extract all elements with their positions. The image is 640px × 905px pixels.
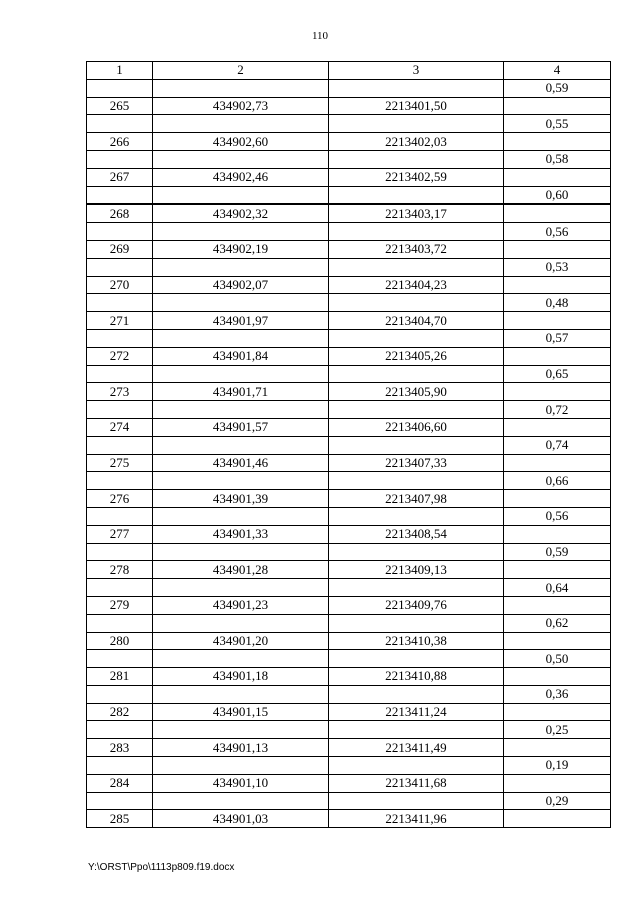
table-cell: 273 — [87, 383, 153, 401]
table-body — [87, 79, 611, 827]
table-cell: 267 — [87, 168, 153, 186]
table-cell — [153, 543, 329, 561]
table-cell: 279 — [87, 596, 153, 614]
table-cell — [153, 436, 329, 454]
table-cell: 0,60 — [504, 186, 611, 204]
table-cell — [87, 79, 153, 97]
table-cell — [87, 186, 153, 204]
table-cell: 434901,15 — [153, 703, 329, 721]
table-cell: 2213411,68 — [329, 774, 504, 792]
table-cell — [504, 739, 611, 757]
table-cell — [504, 703, 611, 721]
table-cell — [504, 168, 611, 186]
table-cell — [329, 543, 504, 561]
table-row — [87, 133, 611, 151]
table-cell — [153, 792, 329, 810]
table-cell: 2213403,17 — [329, 204, 504, 222]
table-cell — [329, 365, 504, 383]
table-cell — [329, 650, 504, 668]
table-cell: 2213404,70 — [329, 312, 504, 330]
table-row — [87, 757, 611, 775]
table-cell: 434901,33 — [153, 525, 329, 543]
table-cell — [504, 347, 611, 365]
table-cell: 434901,18 — [153, 668, 329, 686]
table-row — [87, 436, 611, 454]
table-row — [87, 632, 611, 650]
table-cell: 2213406,60 — [329, 418, 504, 436]
table-cell: 0,65 — [504, 365, 611, 383]
table-cell — [504, 312, 611, 330]
table-row — [87, 240, 611, 258]
table-cell: 265 — [87, 97, 153, 115]
column-header: 3 — [329, 62, 504, 80]
table-cell: 284 — [87, 774, 153, 792]
table-row — [87, 703, 611, 721]
table-cell — [87, 294, 153, 312]
table-row — [87, 79, 611, 97]
table-cell: 280 — [87, 632, 153, 650]
table-cell: 278 — [87, 561, 153, 579]
table-row — [87, 739, 611, 757]
table-row — [87, 650, 611, 668]
table-cell — [504, 418, 611, 436]
table-cell: 0,57 — [504, 329, 611, 347]
table-cell — [87, 472, 153, 490]
table-cell: 2213409,13 — [329, 561, 504, 579]
table-cell: 0,56 — [504, 507, 611, 525]
table-cell — [153, 507, 329, 525]
table-cell: 283 — [87, 739, 153, 757]
table-row — [87, 347, 611, 365]
table-cell — [329, 150, 504, 168]
table-cell — [87, 614, 153, 632]
table-cell: 274 — [87, 418, 153, 436]
table-cell: 434902,07 — [153, 276, 329, 294]
table-cell — [504, 204, 611, 222]
table-row — [87, 223, 611, 241]
table-cell: 282 — [87, 703, 153, 721]
table-cell — [504, 97, 611, 115]
table-cell: 434902,46 — [153, 168, 329, 186]
table-row — [87, 312, 611, 330]
table-cell: 268 — [87, 204, 153, 222]
table-cell — [329, 401, 504, 419]
table-cell — [87, 401, 153, 419]
table-row — [87, 258, 611, 276]
table-cell: 0,62 — [504, 614, 611, 632]
page-number: 110 — [311, 30, 329, 42]
table-cell: 434901,20 — [153, 632, 329, 650]
table-cell — [153, 294, 329, 312]
table-row — [87, 525, 611, 543]
table-cell — [329, 792, 504, 810]
table-cell: 2213405,26 — [329, 347, 504, 365]
table-row — [87, 97, 611, 115]
table-cell: 0,29 — [504, 792, 611, 810]
table-cell — [153, 79, 329, 97]
table-cell — [504, 133, 611, 151]
table-cell: 0,19 — [504, 757, 611, 775]
table-row — [87, 685, 611, 703]
table-cell: 272 — [87, 347, 153, 365]
table-cell: 2213411,49 — [329, 739, 504, 757]
table-cell: 2213405,90 — [329, 383, 504, 401]
table-cell: 0,58 — [504, 150, 611, 168]
table-cell: 434901,97 — [153, 312, 329, 330]
table-cell: 434902,19 — [153, 240, 329, 258]
table-row — [87, 150, 611, 168]
table-cell — [153, 115, 329, 133]
table-row — [87, 168, 611, 186]
table-cell: 2213409,76 — [329, 596, 504, 614]
table-cell — [153, 150, 329, 168]
table-row — [87, 204, 611, 222]
table-cell — [504, 561, 611, 579]
table-cell: 2213404,23 — [329, 276, 504, 294]
table-cell — [87, 223, 153, 241]
table-cell — [153, 579, 329, 597]
table-cell — [87, 543, 153, 561]
table-row — [87, 365, 611, 383]
table-row — [87, 418, 611, 436]
table-cell — [87, 721, 153, 739]
table-cell: 270 — [87, 276, 153, 294]
table-cell: 2213402,59 — [329, 168, 504, 186]
table-row — [87, 401, 611, 419]
table-row — [87, 490, 611, 508]
table-cell: 434901,71 — [153, 383, 329, 401]
table-cell: 434902,73 — [153, 97, 329, 115]
table-cell: 2213411,96 — [329, 810, 504, 828]
table-row — [87, 294, 611, 312]
table-cell — [87, 258, 153, 276]
table-cell: 285 — [87, 810, 153, 828]
table-cell — [153, 401, 329, 419]
table-cell — [329, 79, 504, 97]
table-cell: 0,48 — [504, 294, 611, 312]
table-cell: 434902,60 — [153, 133, 329, 151]
table-cell: 2213402,03 — [329, 133, 504, 151]
table-cell: 0,64 — [504, 579, 611, 597]
table-cell — [153, 721, 329, 739]
table-cell — [153, 614, 329, 632]
table-cell: 276 — [87, 490, 153, 508]
table-cell: 271 — [87, 312, 153, 330]
table-cell — [329, 472, 504, 490]
table-cell: 0,74 — [504, 436, 611, 454]
table-cell: 434901,46 — [153, 454, 329, 472]
table-cell — [504, 490, 611, 508]
column-header: 1 — [87, 62, 153, 80]
column-header: 4 — [504, 62, 611, 80]
table-cell — [153, 223, 329, 241]
table-row — [87, 668, 611, 686]
table-cell — [329, 685, 504, 703]
table-row — [87, 543, 611, 561]
table-cell: 0,50 — [504, 650, 611, 668]
column-header: 2 — [153, 62, 329, 80]
table-cell: 281 — [87, 668, 153, 686]
table-cell: 0,56 — [504, 223, 611, 241]
table-cell: 434901,13 — [153, 739, 329, 757]
table-cell: 434901,84 — [153, 347, 329, 365]
footer-file-path: Y:\ORST\Ppo\1113p809.f19.docx — [88, 862, 235, 873]
table-cell: 0,53 — [504, 258, 611, 276]
table-row — [87, 472, 611, 490]
table-cell — [329, 186, 504, 204]
table-cell: 434901,39 — [153, 490, 329, 508]
table-cell — [504, 774, 611, 792]
table-cell: 434901,57 — [153, 418, 329, 436]
table-cell — [504, 596, 611, 614]
table-cell: 2213401,50 — [329, 97, 504, 115]
table-cell — [329, 436, 504, 454]
table-cell — [87, 115, 153, 133]
table-cell — [153, 472, 329, 490]
table-row — [87, 792, 611, 810]
table-row — [87, 276, 611, 294]
table-cell — [153, 329, 329, 347]
table-row — [87, 507, 611, 525]
table-cell — [153, 186, 329, 204]
table-cell: 434901,10 — [153, 774, 329, 792]
table-cell: 2213408,54 — [329, 525, 504, 543]
table-row — [87, 329, 611, 347]
table-cell — [329, 294, 504, 312]
table-row — [87, 614, 611, 632]
table-cell: 0,66 — [504, 472, 611, 490]
table-cell — [153, 258, 329, 276]
table-cell — [153, 685, 329, 703]
table-cell — [504, 525, 611, 543]
table-cell — [329, 757, 504, 775]
table-cell: 0,59 — [504, 543, 611, 561]
table-cell — [87, 150, 153, 168]
table-cell: 275 — [87, 454, 153, 472]
table-cell: 0,25 — [504, 721, 611, 739]
table-cell: 2213403,72 — [329, 240, 504, 258]
table-cell: 2213410,88 — [329, 668, 504, 686]
table-cell: 0,55 — [504, 115, 611, 133]
table-cell — [329, 115, 504, 133]
table-cell — [329, 258, 504, 276]
table-cell — [87, 650, 153, 668]
table-row — [87, 596, 611, 614]
table-cell — [87, 365, 153, 383]
table-row — [87, 186, 611, 204]
table-cell: 277 — [87, 525, 153, 543]
table-cell — [87, 329, 153, 347]
table-cell: 2213410,38 — [329, 632, 504, 650]
table-cell — [153, 650, 329, 668]
table-cell — [504, 276, 611, 294]
table-cell — [87, 507, 153, 525]
table-row — [87, 810, 611, 828]
table-row — [87, 115, 611, 133]
table-cell — [504, 810, 611, 828]
table-cell: 434901,23 — [153, 596, 329, 614]
table-row — [87, 454, 611, 472]
table-cell — [329, 329, 504, 347]
table-cell — [153, 365, 329, 383]
table-cell — [87, 685, 153, 703]
table-cell: 434902,32 — [153, 204, 329, 222]
table-cell — [329, 223, 504, 241]
table-cell — [504, 240, 611, 258]
table-cell — [504, 632, 611, 650]
table-cell: 0,59 — [504, 79, 611, 97]
table-cell: 2213411,24 — [329, 703, 504, 721]
table-cell — [329, 579, 504, 597]
table-row — [87, 383, 611, 401]
table-cell — [87, 792, 153, 810]
table-row — [87, 721, 611, 739]
table-cell — [329, 721, 504, 739]
table-cell: 434901,28 — [153, 561, 329, 579]
table-cell — [504, 668, 611, 686]
table-cell: 0,36 — [504, 685, 611, 703]
table-cell — [153, 757, 329, 775]
table-cell: 0,72 — [504, 401, 611, 419]
table-cell: 2213407,98 — [329, 490, 504, 508]
table-cell — [329, 507, 504, 525]
table-cell: 269 — [87, 240, 153, 258]
table-cell — [504, 454, 611, 472]
table-cell: 2213407,33 — [329, 454, 504, 472]
table-row — [87, 579, 611, 597]
table-cell — [329, 614, 504, 632]
table-cell — [87, 579, 153, 597]
table-header-row — [87, 62, 611, 80]
table-cell — [87, 757, 153, 775]
table-cell: 266 — [87, 133, 153, 151]
table-cell — [504, 383, 611, 401]
table-row — [87, 561, 611, 579]
table-row — [87, 774, 611, 792]
table-cell — [87, 436, 153, 454]
table-cell: 434901,03 — [153, 810, 329, 828]
coordinates-table — [86, 61, 611, 828]
